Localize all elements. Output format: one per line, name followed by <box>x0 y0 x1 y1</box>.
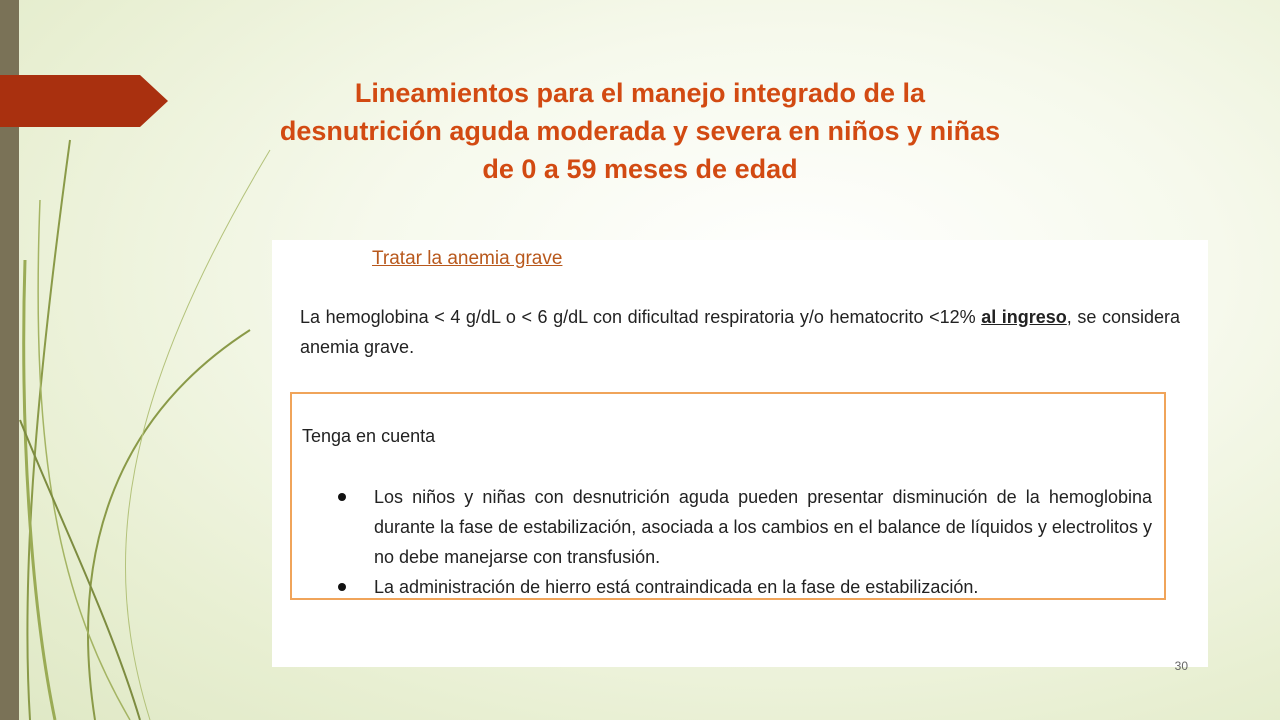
note-list-item <box>292 572 1152 602</box>
document-excerpt <box>272 240 1208 673</box>
note-bullet-text: Los niños y niñas con desnutrición aguda pueden presentar disminución de la hemoglobina durante la fase de estabilización, asociada a los cambios en el balance de líquidos y electrolitos y no debe manejarse con transfusión. <box>374 487 1152 567</box>
paragraph-text-1: La hemoglobina < 4 g/dL o < 6 g/dL con dificultad respiratoria y/o hematocrito <12% <box>300 307 982 327</box>
anemia-definition-paragraph <box>300 302 1180 362</box>
slide-title-line-1: Lineamientos para el manejo integrado de la <box>354 78 926 108</box>
note-bullet-text: La administración de hierro está contraindicada en la fase de estabilización. <box>374 577 979 597</box>
note-list-item <box>292 482 1152 572</box>
paragraph-text-2: , se considera anemia grave. <box>300 307 1181 357</box>
paragraph-bold-text: al ingreso <box>981 307 1067 327</box>
section-heading: Tratar la anemia grave <box>372 248 563 269</box>
title-arrow-tab <box>0 75 168 127</box>
bullet-icon <box>338 583 346 591</box>
slide-title-line-3: de 0 a 59 meses de edad <box>482 154 798 184</box>
slide-title <box>250 74 1030 188</box>
page-number: 30 <box>1174 659 1188 673</box>
note-list <box>292 482 1152 602</box>
note-box <box>290 392 1166 600</box>
slide-title-line-2: desnutrición aguda moderada y severa en niños y niñas <box>279 116 1001 146</box>
note-title: Tenga en cuenta <box>302 426 436 446</box>
bullet-icon <box>338 493 346 501</box>
